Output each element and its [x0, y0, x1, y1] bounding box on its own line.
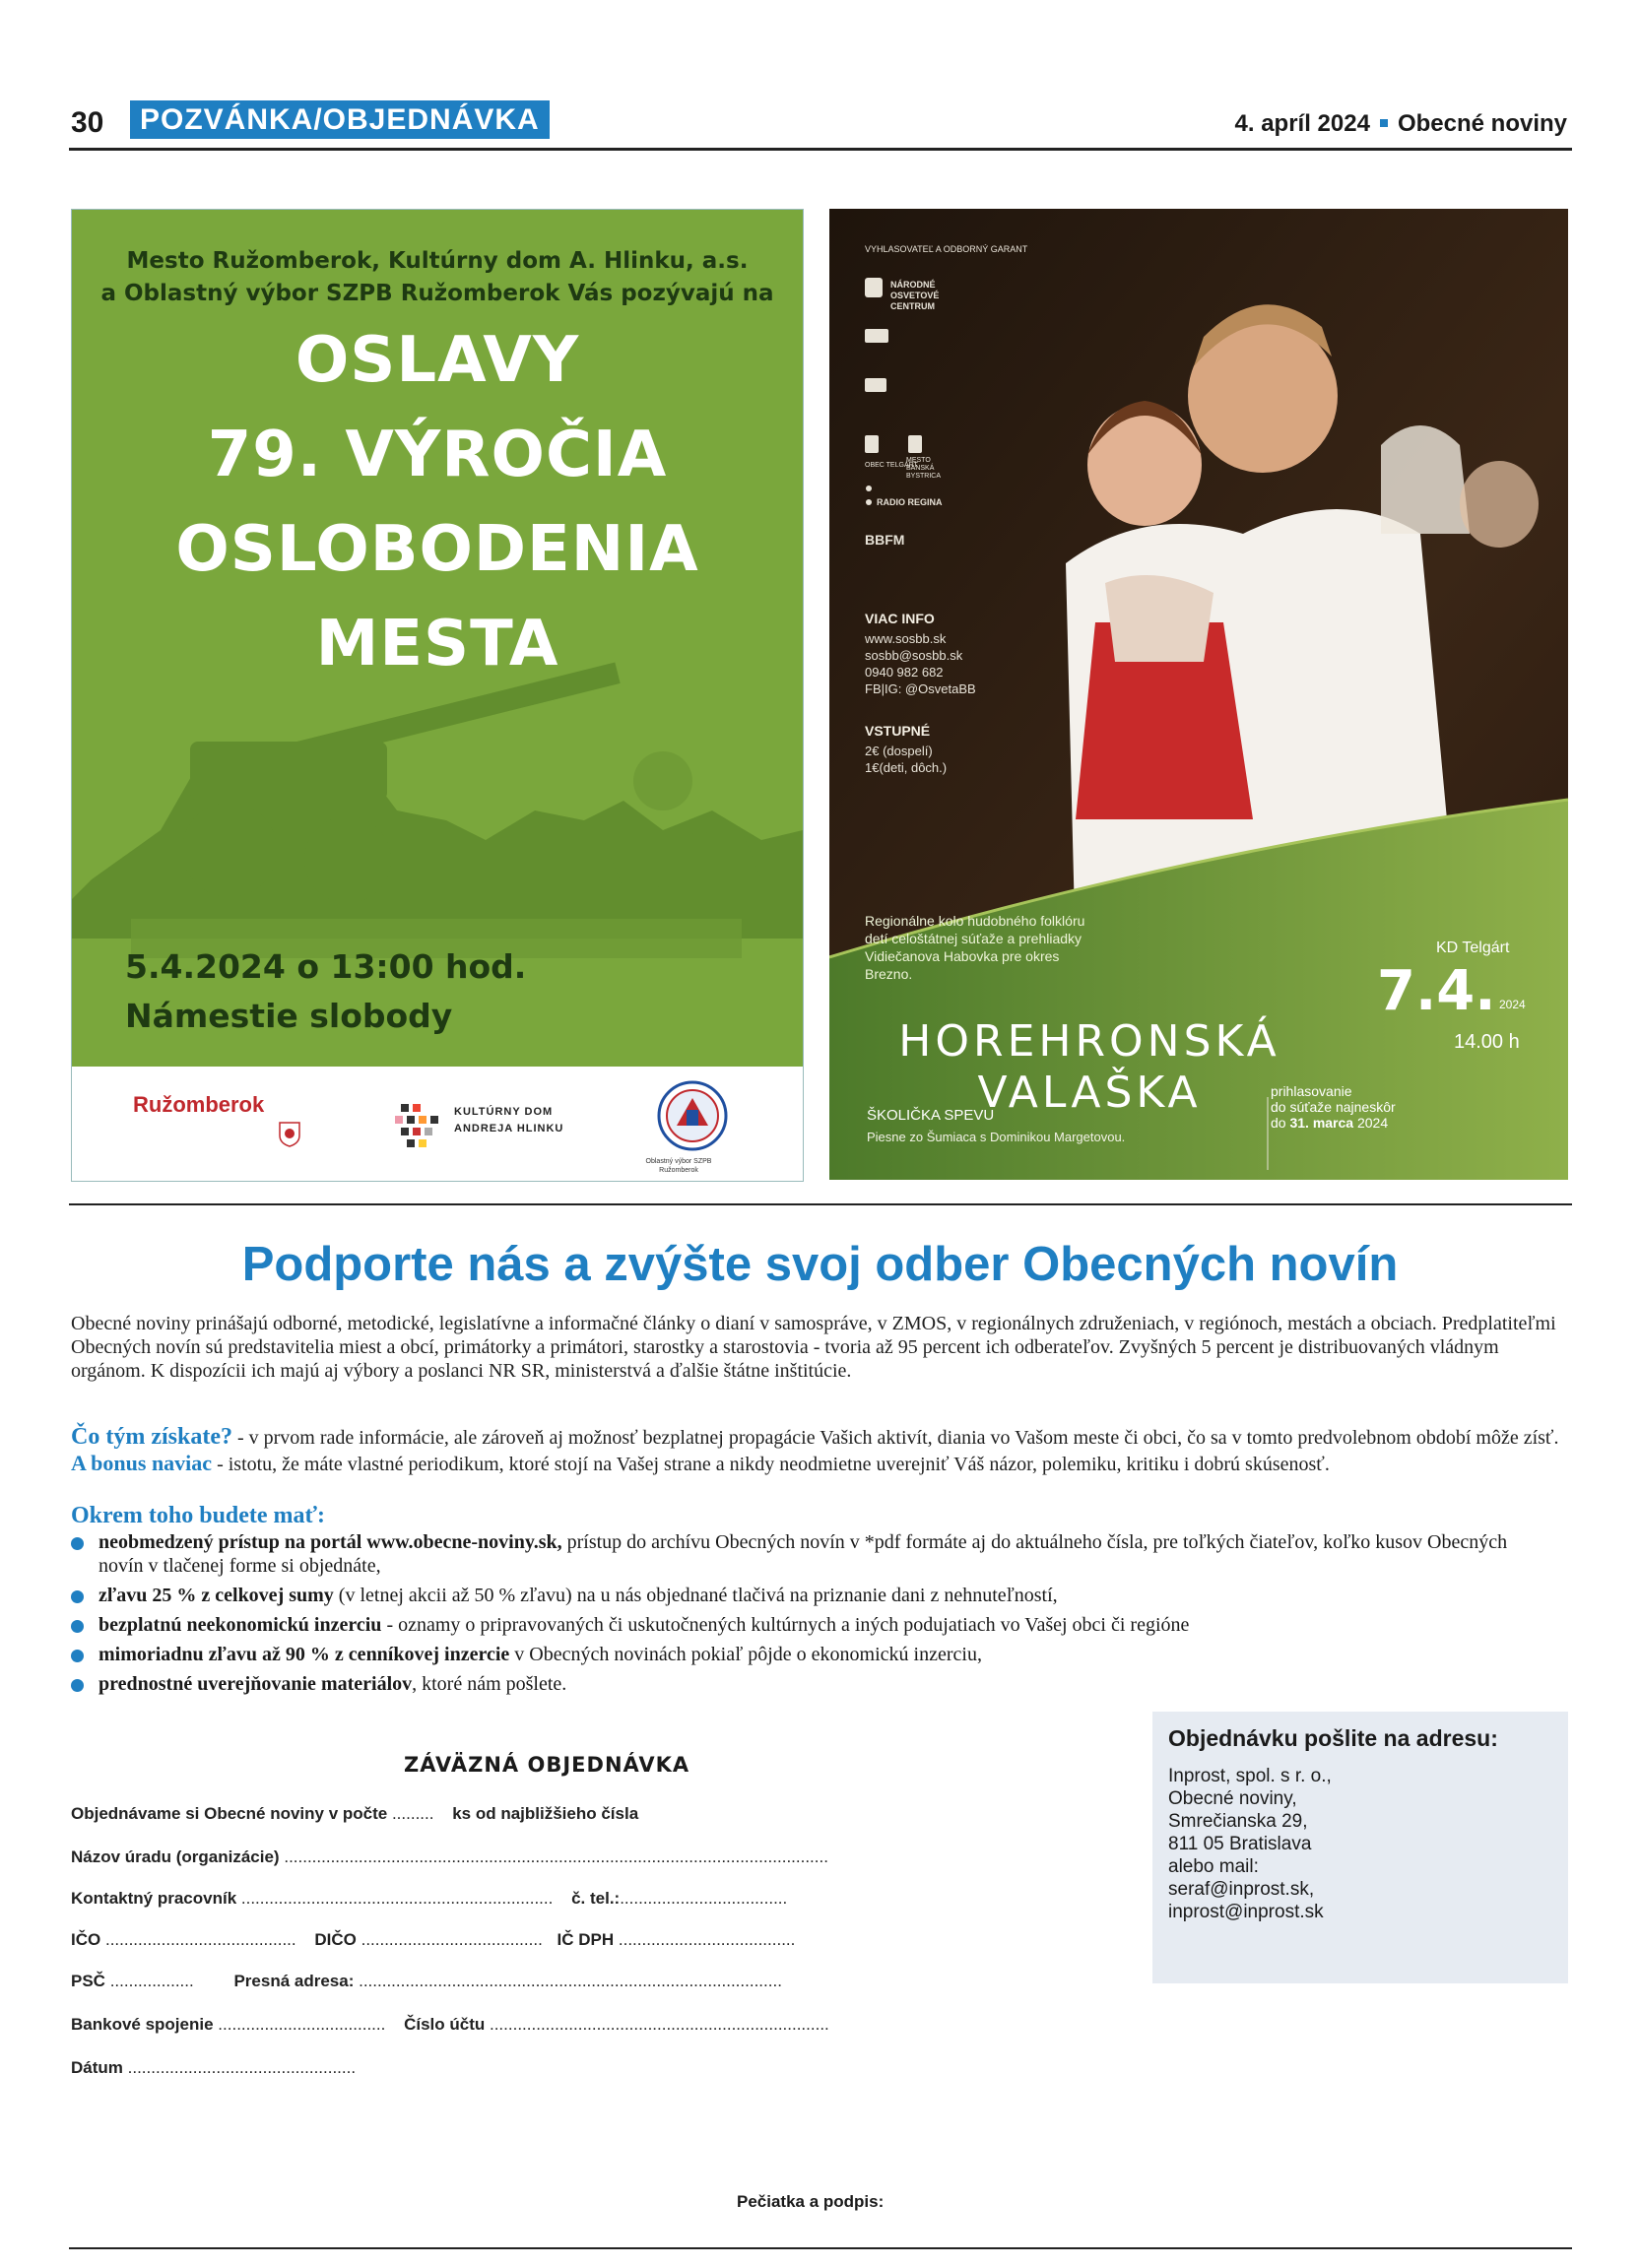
address-lines	[1168, 1765, 1332, 1923]
event-venue: KD Telgárt	[1436, 940, 1510, 956]
event-year: 2024	[1499, 998, 1526, 1011]
poster1-title	[72, 313, 803, 691]
account-label: Číslo účtu	[404, 2015, 486, 2034]
title-line: HOREHRONSKÁ	[898, 1016, 1280, 1067]
title-line: OSLAVY	[295, 324, 580, 397]
section-label: POZVÁNKA/OBJEDNÁVKA	[130, 100, 550, 139]
question-heading: Čo tým získate?	[71, 1424, 232, 1450]
article-intro: Obecné noviny prinášajú odborné, metodické, legislatívne a informačné články o dianí v samospráve, v ZMOS, v regionálnych združeniach, v regiónoch, mestách a obciach. Predplatiteľmi Obecných novín sú predstavitelia miest a obcí, primátorky a primátori, starostky a starostovia - tvoria až 95 percent ich odberateľov. Zvyšných 5 percent je distribuovaných vládnym orgánom. K dispozícii ich majú aj výbory a poslanci NR SR, ministerstvá a ďalšie štátne inštitúcie.	[71, 1313, 1556, 1382]
signup-prefix: do	[1271, 1115, 1286, 1131]
signup-deadline	[1271, 1083, 1396, 1131]
office-field[interactable]: .....................................................................................................................	[284, 1847, 828, 1866]
info-social: FB|IG: @OsvetaBB	[865, 681, 976, 696]
contact-field[interactable]: ...................................................................	[240, 1889, 554, 1908]
contact-label: Kontaktný pracovník	[71, 1889, 237, 1908]
benefit-item	[71, 1643, 1509, 1666]
szpb-line: Ružomberok	[659, 1167, 698, 1174]
title-line: OSLOBODENIA	[175, 513, 699, 586]
date-field[interactable]: .................................................	[127, 2058, 357, 2077]
issue-info	[1235, 110, 1567, 138]
office-row	[71, 1847, 828, 1867]
benefit-bold: prednostné uverejňovanie materiálov	[98, 1673, 413, 1695]
order-form-title: ZÁVÄZNÁ OBJEDNÁVKA	[404, 1753, 690, 1777]
order-quantity-row	[71, 1804, 638, 1824]
dico-field[interactable]: .......................................	[361, 1930, 543, 1949]
address-line: Obecné noviny,	[1168, 1788, 1297, 1809]
benefit-item	[71, 1584, 1509, 1607]
psc-label: PSČ	[71, 1972, 105, 1990]
ruzomberok-crest-icon	[279, 1122, 300, 1152]
issue-date: 4. apríl 2024	[1234, 110, 1370, 137]
event-datetime: 5.4.2024 o 13:00 hod.	[125, 947, 527, 986]
office-label: Názov úradu (organizácie)	[71, 1847, 280, 1866]
poster1-background	[72, 210, 803, 1067]
header-rule	[69, 148, 1572, 151]
benefit-bold: zľavu 25 % z celkovej sumy	[98, 1585, 334, 1606]
page-number: 30	[71, 106, 104, 139]
festival-title	[863, 1016, 1316, 1119]
kd-line: ANDREJA HLINKU	[454, 1123, 564, 1134]
invite-line: Mesto Ružomberok, Kultúrny dom A. Hlinku, a.s.	[126, 248, 749, 274]
address-line: Inprost, spol. s r. o.,	[1168, 1766, 1332, 1786]
kulturny-dom-logo-text	[454, 1104, 563, 1137]
signup-line: prihlasovanie	[1271, 1083, 1352, 1099]
szpb-emblem-text	[620, 1157, 738, 1175]
organizer-heading: VYHLASOVATEĽ A ODBORNÝ GARANT	[865, 244, 1028, 254]
question-text: - v prvom rade informácie, ale zároveň aj možnosť bezplatnej propagácie Vašich aktivít, diania vo Vašom meste či obci, čo sa v tomto predvolebnom období môže zísť.	[231, 1427, 1559, 1449]
invite-line: a Oblastný výbor SZPB Ružomberok Vás pozývajú na	[100, 281, 774, 306]
icdph-label: IČ DPH	[557, 1930, 615, 1949]
fee-adult: 2€ (dospelí)	[865, 744, 933, 758]
separator-dot	[1380, 119, 1388, 127]
psc-field[interactable]: ..................	[109, 1972, 194, 1990]
address-email: seraf@inprost.sk,	[1168, 1879, 1315, 1900]
article-title: Podporte nás a zvýšte svoj odber Obecných novín	[241, 1238, 1399, 1291]
account-field[interactable]: .........................................................................	[489, 2015, 829, 2034]
school-name: ŠKOLIČKA SPEVU	[867, 1107, 995, 1124]
icdph-field[interactable]: ......................................	[618, 1930, 796, 1949]
contact-row	[71, 1889, 787, 1909]
title-line: VALAŠKA	[977, 1068, 1202, 1118]
organizer-name: NÁRODNÉ OSVETOVÉ CENTRUM	[890, 280, 940, 311]
partner-telgart: OBEC TELGÁRT	[865, 462, 918, 469]
szpb-line: Oblastný výbor SZPB	[645, 1158, 712, 1165]
info-heading: VIAC INFO	[865, 611, 935, 626]
footer-rule	[69, 2247, 1572, 2249]
bank-label: Bankové spojenie	[71, 2015, 214, 2034]
bank-row	[71, 2015, 829, 2035]
info-email: sosbb@sosbb.sk	[865, 648, 963, 663]
address-field[interactable]: ...........................................................................................	[359, 1972, 782, 1990]
kulturny-dom-logo-icon	[395, 1104, 444, 1152]
poster1-invitation	[72, 245, 803, 310]
dico-label: DIČO	[314, 1930, 357, 1949]
signup-year: 2024	[1356, 1115, 1389, 1131]
poster1-logos	[72, 1067, 803, 1181]
address-line: Smrečianska 29,	[1168, 1811, 1308, 1832]
poster-liberation-anniversary	[71, 209, 804, 1182]
order-address-box	[1152, 1712, 1568, 1983]
benefit-text: prístup do archívu Obecných novín v *pdf formáte aj do aktuálneho čísla, pre toľkých čiateľov, koľko kusov Obecných novín v tlačenej forme si objednáte,	[98, 1531, 1508, 1577]
phone-label: č. tel.:	[571, 1889, 621, 1908]
fee-child: 1€(deti, dôch.)	[865, 760, 948, 775]
info-phone: 0940 982 682	[865, 665, 944, 680]
section-rule	[69, 1203, 1572, 1205]
address-email: inprost@inprost.sk	[1168, 1902, 1324, 1922]
kd-line: KULTÚRNY DOM	[454, 1106, 554, 1118]
benefits-heading: Okrem toho budete mať:	[71, 1503, 326, 1528]
bank-field[interactable]: ....................................	[218, 2015, 386, 2034]
bonus-heading: A bonus naviac	[71, 1451, 213, 1475]
address-line: 811 05 Bratislava	[1168, 1834, 1312, 1854]
benefit-text: - oznamy o pripravovaných či uskutočnených kultúrnych a iných podujatiach vo Vašej obci či regióne	[381, 1614, 1190, 1636]
address-label: Presná adresa:	[233, 1972, 355, 1990]
date-label: Dátum	[71, 2058, 123, 2077]
ruzomberok-logo-text: Ružomberok	[133, 1092, 265, 1117]
ico-label: IČO	[71, 1930, 101, 1949]
benefit-text: v Obecných novinách pokiaľ pôjde o ekonomickú inzerciu,	[509, 1644, 982, 1665]
quantity-field[interactable]: .........	[391, 1804, 434, 1823]
info-web: www.sosbb.sk	[865, 631, 947, 646]
publication-name: Obecné noviny	[1397, 110, 1567, 137]
partner-banska-bystrica: MESTO BANSKÁ BYSTRICA	[906, 457, 942, 480]
poster1-event-details	[125, 942, 526, 1041]
info-lines	[865, 630, 976, 697]
signup-date: 31. marca	[1289, 1115, 1354, 1131]
signup-line	[1271, 1115, 1396, 1131]
order-suffix: ks od najbližšieho čísla	[452, 1804, 639, 1823]
event-time: 14.00 h	[1454, 1031, 1520, 1053]
benefit-text: (v letnej akcii až 50 % zľavu) na u nás objednané tlačivá na priznanie dani z nehnuteľností,	[333, 1585, 1058, 1606]
szpb-emblem-icon	[657, 1080, 728, 1156]
benefit-bold: mimoriadnu zľavu až 90 % z cenníkovej inzercie	[98, 1644, 510, 1665]
fee-lines	[865, 743, 947, 776]
region-description: Regionálne kolo hudobného folklóru detí celoštátnej súťaže a prehliadky Vidiečanova Habovka pre okres Brezno.	[865, 913, 1085, 982]
benefit-item	[71, 1613, 1509, 1637]
bonus-text: - istotu, že máte vlastné periodikum, ktoré stojí na Vašej strane a nikdy neodmietne uverejniť Váš názor, polemiku, kritiku i dobrú skúsenosť.	[212, 1454, 1330, 1475]
songs-note: Piesne zo Šumiaca s Dominikou Margetovou.	[867, 1130, 1126, 1144]
address-line: alebo mail:	[1168, 1856, 1259, 1877]
partner-radio-regina: RADIO REGINA	[877, 497, 943, 507]
benefit-item	[71, 1530, 1509, 1578]
title-line: 79. VÝROČIA	[207, 419, 668, 491]
benefit-item	[71, 1672, 1509, 1696]
tax-ids-row	[71, 1930, 795, 1950]
title-line: MESTA	[315, 608, 559, 680]
signature-label: Pečiatka a podpis:	[737, 2192, 885, 2211]
date-row	[71, 2058, 356, 2078]
address-title: Objednávku pošlite na adresu:	[1168, 1725, 1498, 1751]
fee-heading: VSTUPNÉ	[865, 723, 931, 739]
ico-field[interactable]: .........................................	[104, 1930, 296, 1949]
poster-horehronska-valaska	[829, 209, 1568, 1180]
event-place: Námestie slobody	[125, 997, 453, 1035]
article-benefits-paragraph	[71, 1424, 1568, 1476]
benefit-bold: neobmedzený prístup na portál www.obecne-noviny.sk,	[98, 1531, 562, 1553]
event-date: 7.4.	[1377, 959, 1496, 1023]
signup-line: do súťaže najneskôr	[1271, 1099, 1396, 1115]
order-prefix: Objednávame si Obecné noviny v počte	[71, 1804, 388, 1823]
partner-bbfm: BBFM	[865, 532, 905, 548]
benefits-list	[71, 1530, 1509, 1702]
benefit-bold: bezplatnú neekonomickú inzerciu	[98, 1614, 382, 1636]
benefit-text: , ktoré nám pošlete.	[412, 1673, 567, 1695]
phone-field[interactable]: ....................................	[620, 1889, 788, 1908]
postal-row	[71, 1972, 782, 1991]
